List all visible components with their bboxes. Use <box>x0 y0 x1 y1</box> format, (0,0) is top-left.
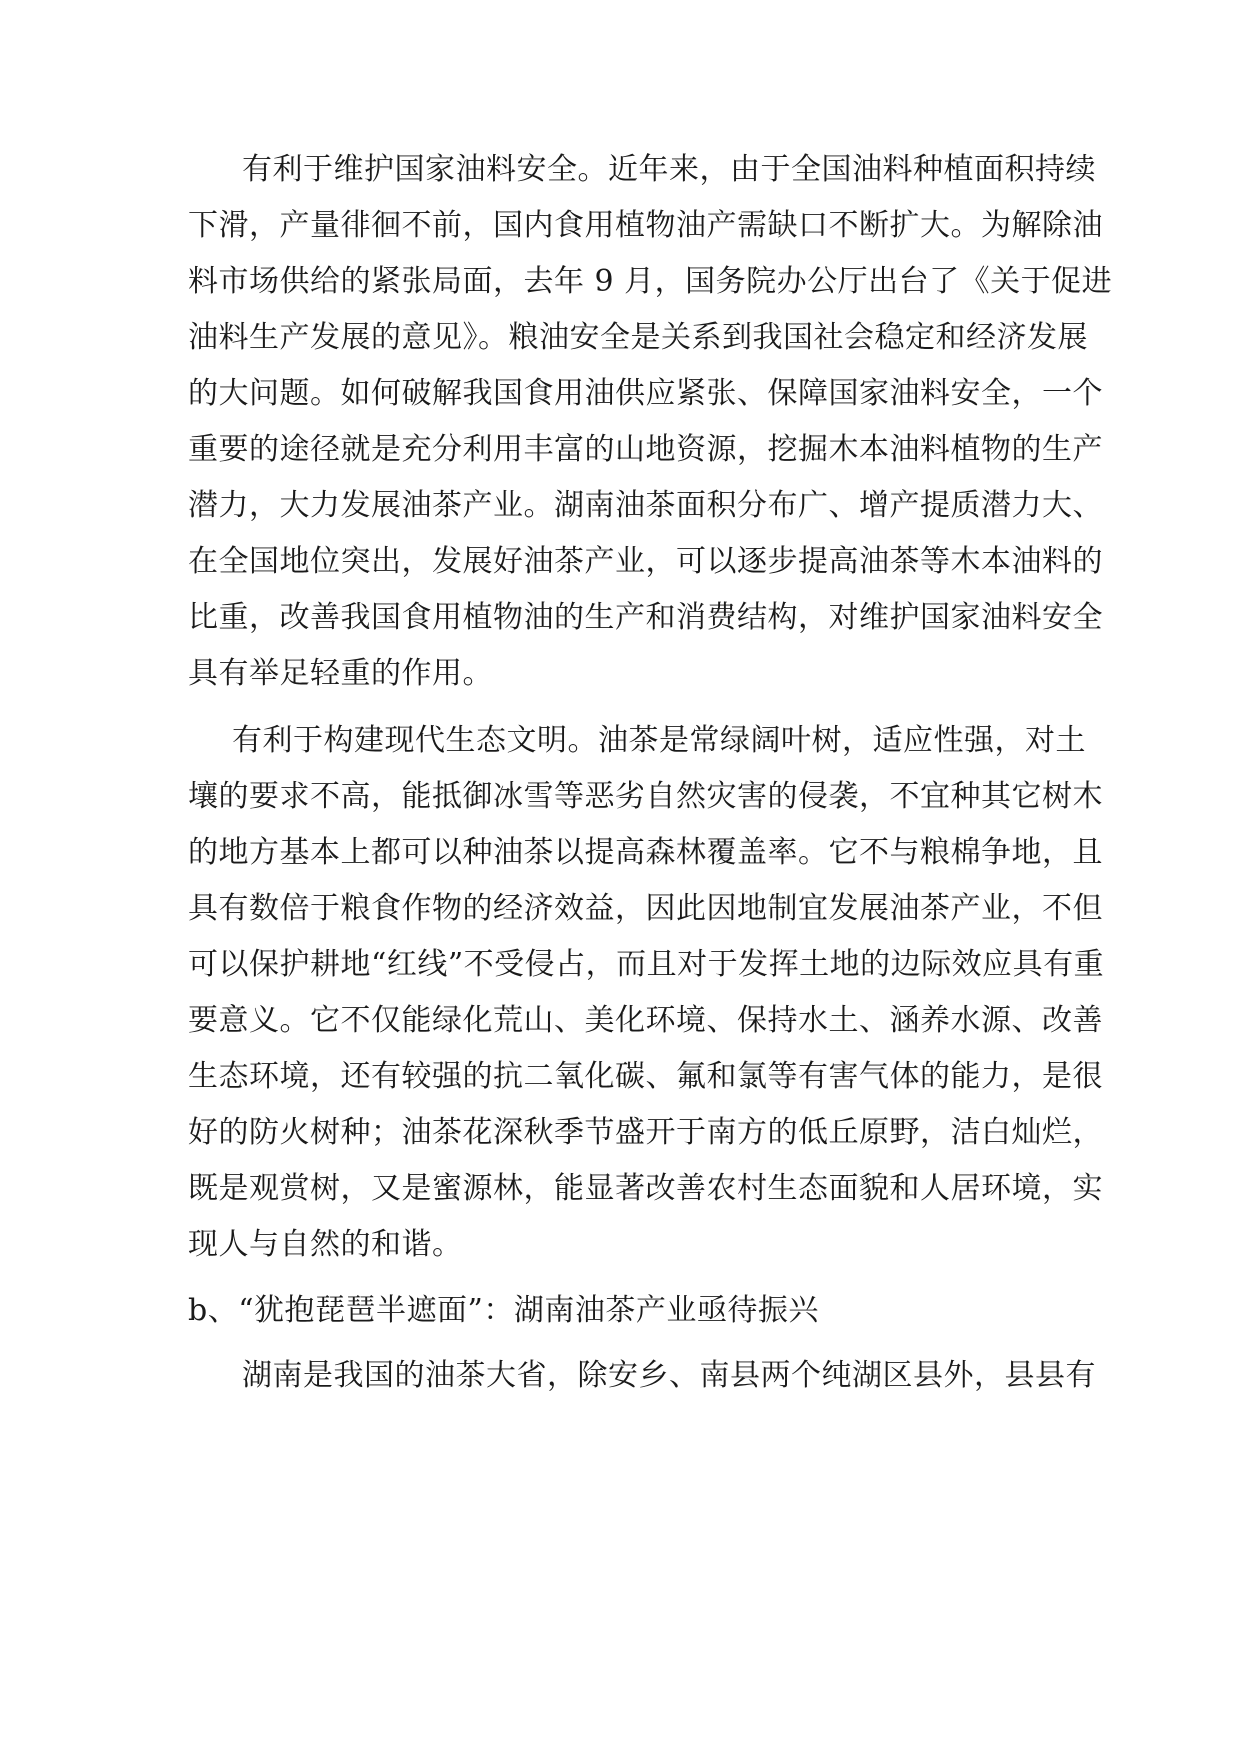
paragraph-line: 既是观赏树，又是蜜源林，能显著改善农村生态面貌和人居环境，实 <box>188 1171 1103 1206</box>
paragraph-line: 潜力，大力发展油茶产业。湖南油茶面积分布广、增产提质潜力大、 <box>188 488 1103 523</box>
paragraph-line: 有利于构建现代生态文明。油茶是常绿阔叶树，适应性强，对土 <box>232 723 1086 758</box>
paragraph-line: 壤的要求不高，能抵御冰雪等恶劣自然灾害的侵袭，不宜种其它树木 <box>188 779 1103 814</box>
paragraph-line: 可以保护耕地“红线”不受侵占，而且对于发挥土地的边际效应具有重 <box>188 947 1105 982</box>
paragraph-line: 油料生产发展的意见》。粮油安全是关系到我国社会稳定和经济发展 <box>188 320 1088 355</box>
paragraph-line: 具有数倍于粮食作物的经济效益，因此因地制宜发展油茶产业，不但 <box>188 891 1103 926</box>
paragraph-line: 生态环境，还有较强的抗二氧化碳、氟和氯等有害气体的能力，是很 <box>188 1059 1103 1094</box>
paragraph-line: 湖南是我国的油茶大省，除安乡、南县两个纯湖区县外，县县有 <box>242 1358 1096 1393</box>
section-heading: b、“犹抱琵琶半遮面”：湖南油茶产业亟待振兴 <box>188 1293 819 1328</box>
paragraph-line: 要意义。它不仅能绿化荒山、美化环境、保持水土、涵养水源、改善 <box>188 1003 1103 1038</box>
paragraph-line: 比重，改善我国食用植物油的生产和消费结构，对维护国家油料安全 <box>188 600 1103 635</box>
paragraph-line: 重要的途径就是充分利用丰富的山地资源，挖掘木本油料植物的生产 <box>188 432 1103 467</box>
paragraph-line: 料市场供给的紧张局面，去年 9 月，国务院办公厅出台了《关于促进 <box>188 264 1113 299</box>
paragraph-line: 的地方基本上都可以种油茶以提高森林覆盖率。它不与粮棉争地，且 <box>188 835 1103 870</box>
paragraph-line: 的大问题。如何破解我国食用油供应紧张、保障国家油料安全，一个 <box>188 376 1103 411</box>
paragraph-line: 现人与自然的和谐。 <box>188 1227 463 1262</box>
paragraph-line: 有利于维护国家油料安全。近年来，由于全国油料种植面积持续 <box>242 152 1096 187</box>
paragraph-line: 在全国地位突出，发展好油茶产业，可以逐步提高油茶等木本油料的 <box>188 544 1103 579</box>
paragraph-line: 具有举足轻重的作用。 <box>188 656 493 691</box>
paragraph-line: 下滑，产量徘徊不前，国内食用植物油产需缺口不断扩大。为解除油 <box>188 208 1103 243</box>
paragraph-line: 好的防火树种；油茶花深秋季节盛开于南方的低丘原野，洁白灿烂， <box>188 1115 1103 1150</box>
